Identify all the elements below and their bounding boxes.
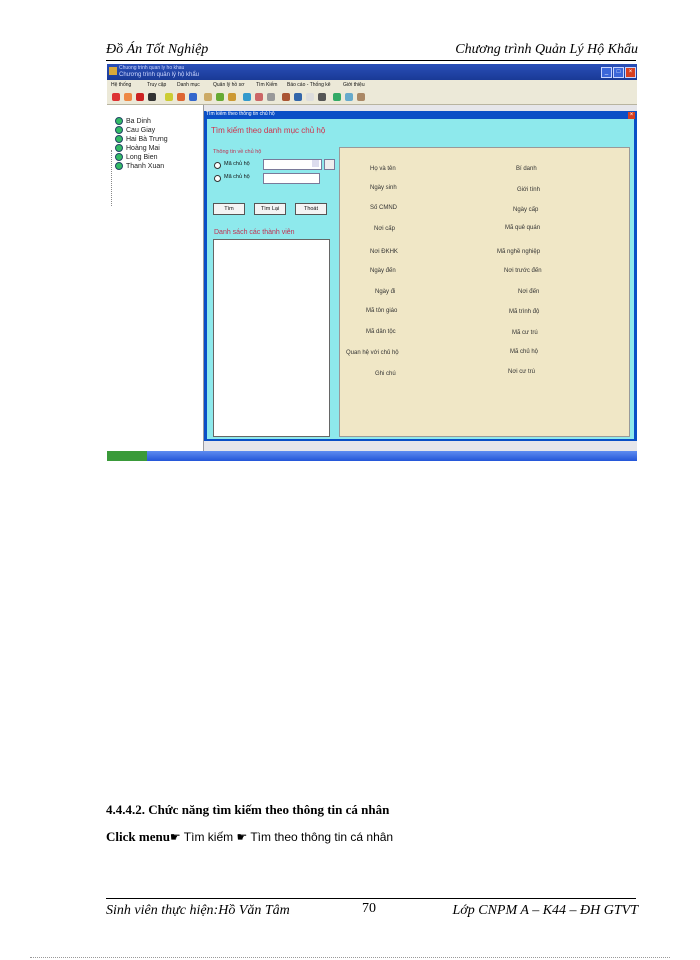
field-label: Mã cư trú bbox=[512, 330, 538, 336]
member-list[interactable] bbox=[213, 239, 330, 437]
district-tree bbox=[107, 105, 204, 451]
radio-label-1: Mã chủ hộ bbox=[224, 161, 250, 167]
exit-button[interactable]: Thoát bbox=[295, 203, 327, 215]
menu-bao-cao[interactable]: Báo cáo - Thống kê bbox=[287, 82, 331, 88]
field-label: Nơi ĐKHK bbox=[370, 249, 398, 255]
close-button[interactable]: × bbox=[625, 67, 636, 78]
window-title: Chương trình quản lý hộ khẩu bbox=[119, 72, 200, 78]
pointing-hand-icon: ☛ bbox=[169, 830, 181, 844]
dialog-title: Tìm kiếm theo thông tin chủ hộ bbox=[206, 111, 275, 117]
toolbar-icon[interactable] bbox=[357, 93, 365, 101]
toolbar-icon[interactable] bbox=[124, 93, 132, 101]
field-label: Quan hệ với chủ hộ bbox=[346, 350, 399, 356]
instruction-step2: Tìm theo thông tin cá nhân bbox=[247, 830, 394, 844]
detail-panel bbox=[339, 147, 630, 437]
toolbar-icon[interactable] bbox=[306, 93, 314, 101]
footer-right: Lớp CNPM A – K44 – ĐH GTVT bbox=[452, 903, 638, 918]
field-label: Mã quê quán bbox=[505, 225, 541, 231]
menu-truy-cap[interactable]: Truy cập bbox=[147, 82, 167, 88]
toolbar-icon[interactable] bbox=[294, 93, 302, 101]
toolbar-icon[interactable] bbox=[112, 93, 120, 101]
field-label: Nơi đến bbox=[518, 289, 540, 295]
start-button[interactable] bbox=[107, 451, 147, 461]
taskbar bbox=[107, 451, 637, 461]
menu-bar bbox=[107, 80, 637, 91]
field-label: Nơi cấp bbox=[374, 226, 395, 232]
instruction-line bbox=[106, 829, 393, 845]
section-title: 4.4.4.2. Chức năng tìm kiếm theo thông tin cá nhân bbox=[106, 802, 390, 817]
toolbar-icon[interactable] bbox=[189, 93, 197, 101]
globe-icon bbox=[115, 162, 123, 170]
refind-button[interactable]: Tìm Lại bbox=[254, 203, 286, 215]
field-label: Ngày đi bbox=[375, 289, 396, 295]
tree-item[interactable]: Cau Giay bbox=[115, 126, 155, 134]
toolbar-icon[interactable] bbox=[228, 93, 236, 101]
field-label: Giới tính bbox=[517, 187, 540, 193]
ma-chu-ho-input[interactable] bbox=[263, 173, 320, 184]
field-label: Mã dân tộc bbox=[366, 329, 396, 335]
toolbar-icon[interactable] bbox=[282, 93, 290, 101]
chevron-down-icon[interactable] bbox=[312, 160, 319, 167]
app-screenshot bbox=[107, 64, 637, 461]
dialog-body bbox=[207, 119, 634, 439]
field-label: Nơi trước đến bbox=[504, 268, 542, 274]
globe-icon bbox=[115, 144, 123, 152]
field-label: Ngày cấp bbox=[513, 207, 539, 213]
search-dialog bbox=[204, 111, 637, 441]
toolbar-icon[interactable] bbox=[165, 93, 173, 101]
header-left: Đồ Án Tốt Nghiệp bbox=[106, 42, 209, 57]
footer-rule bbox=[106, 898, 636, 899]
toolbar bbox=[107, 91, 637, 105]
toolbar-icon[interactable] bbox=[148, 93, 156, 101]
toolbar-icon[interactable] bbox=[177, 93, 185, 101]
tree-item[interactable]: Hai Bà Trưng bbox=[115, 135, 168, 143]
tree-item[interactable]: Hoàng Mai bbox=[115, 144, 160, 152]
toolbar-icon[interactable] bbox=[204, 93, 212, 101]
toolbar-icon[interactable] bbox=[216, 93, 224, 101]
menu-gioi-thieu[interactable]: Giới thiệu bbox=[343, 82, 365, 88]
radio-ma-chu-ho-2[interactable] bbox=[214, 175, 221, 182]
field-label: Mã trình độ bbox=[509, 309, 540, 315]
toolbar-icon[interactable] bbox=[333, 93, 341, 101]
app-icon bbox=[109, 67, 117, 75]
find-button[interactable]: Tìm bbox=[213, 203, 245, 215]
header-rule bbox=[106, 60, 636, 61]
tree-item[interactable]: Ba Dinh bbox=[115, 117, 151, 125]
field-label: Mã chủ hộ bbox=[510, 349, 539, 355]
dialog-close-button[interactable]: × bbox=[629, 112, 634, 118]
menu-danh-muc[interactable]: Danh mục bbox=[177, 82, 200, 88]
radio-label-2: Mã chủ hộ bbox=[224, 174, 250, 180]
toolbar-icon[interactable] bbox=[255, 93, 263, 101]
minimize-button[interactable]: _ bbox=[601, 67, 612, 78]
instruction-step1: Tìm kiếm bbox=[180, 830, 237, 844]
toolbar-icon[interactable] bbox=[345, 93, 353, 101]
page-edge bbox=[30, 957, 670, 958]
member-list-label: Danh sách các thành viên bbox=[214, 229, 295, 236]
dialog-heading: Tìm kiếm theo danh mục chủ hộ bbox=[211, 126, 326, 135]
field-label: Ngày sinh bbox=[370, 185, 397, 191]
instruction-bold: Click menu bbox=[106, 829, 170, 844]
pointing-hand-icon: ☛ bbox=[236, 830, 248, 844]
toolbar-icon[interactable] bbox=[136, 93, 144, 101]
toolbar-icon[interactable] bbox=[318, 93, 326, 101]
field-label: Mã nghề nghiệp bbox=[497, 249, 541, 255]
menu-quan-ly-ho-so[interactable]: Quản lý hồ sơ bbox=[213, 82, 245, 88]
field-label: Ngày đến bbox=[370, 268, 396, 274]
group-label: Thông tin về chủ hộ bbox=[213, 149, 262, 155]
field-label: Họ và tên bbox=[370, 166, 396, 172]
radio-ma-chu-ho-1[interactable] bbox=[214, 162, 221, 169]
maximize-button[interactable]: □ bbox=[613, 67, 624, 78]
window-titlebar bbox=[107, 64, 637, 80]
window-title-small: Chuong trinh quan ly ho khau bbox=[119, 65, 185, 71]
globe-icon bbox=[115, 135, 123, 143]
lookup-button[interactable] bbox=[324, 159, 335, 170]
toolbar-icon[interactable] bbox=[267, 93, 275, 101]
globe-icon bbox=[115, 117, 123, 125]
page-number: 70 bbox=[362, 901, 376, 916]
header-right: Chương trình Quản Lý Hộ Khẩu bbox=[455, 42, 638, 57]
tree-item[interactable]: Long Bien bbox=[115, 153, 158, 161]
field-label: Ghi chú bbox=[375, 371, 396, 377]
globe-icon bbox=[115, 126, 123, 134]
field-label: Bí danh bbox=[516, 166, 537, 172]
tree-connector bbox=[111, 150, 113, 206]
field-label: Mã tôn giáo bbox=[366, 308, 398, 314]
menu-tim-kiem[interactable]: Tìm Kiếm bbox=[256, 82, 278, 88]
tree-item[interactable]: Thanh Xuan bbox=[115, 162, 164, 170]
toolbar-icon[interactable] bbox=[243, 93, 251, 101]
field-label: Số CMND bbox=[370, 205, 398, 211]
globe-icon bbox=[115, 153, 123, 161]
field-label: Nơi cư trú bbox=[508, 369, 535, 375]
menu-he-thong[interactable]: Hệ thống bbox=[111, 82, 132, 88]
footer-left: Sinh viên thực hiện:Hồ Văn Tâm bbox=[106, 903, 290, 918]
